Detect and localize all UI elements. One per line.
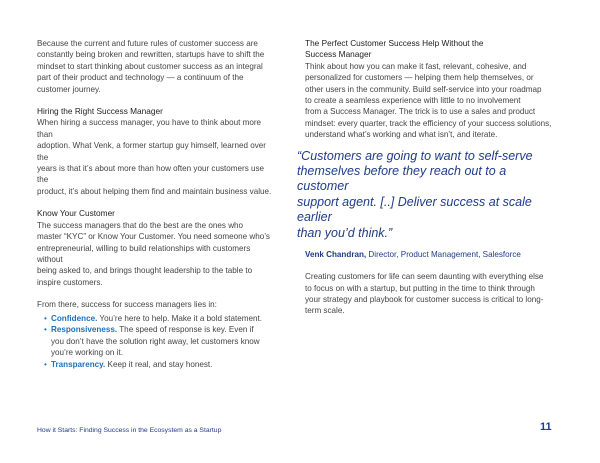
left-column [37, 38, 277, 371]
quote-attribution [305, 249, 559, 260]
page-number: 11 [540, 421, 552, 433]
intro-paragraph: Because the current and future rules of customer success are constantly being broken and rewritten, startups have to shift the mindset to start thinking about customer success as an integral part of their product and technology — a continuum of the customer journey. [37, 39, 265, 94]
kyc-heading: Know Your Customer [37, 208, 115, 219]
hiring-paragraph: When hiring a success manager, you have to think about more than adoption. What Venk, a former startup guy himself, learned over the years is that it’s about more than how often your customers use the product, it’s about helping them find and maintain business value. [37, 118, 272, 196]
kyc-paragraph: The success managers that do the best are the ones who master “KYC” or Know Your Customer. You need someone who’s entrepreneurial, willing to build relationships with customers without being asked to, and brings thought leadership to the table to inspire customers. [37, 220, 270, 287]
list-item: • Responsiveness. The speed of response is key. Even if you don’t have the solution right away, let customers know you’re working on it. [45, 324, 277, 359]
attribution-name: Venk Chandran, [305, 250, 367, 260]
closing-paragraph: Creating customers for life can seem daunting with everything else to focus on with a startup, but putting in the time to think through your strategy and playbook for customer success is critical to long- term scale. [305, 272, 544, 316]
footer-title: How it Starts: Finding Success in the Ecosystem as a Startup [37, 427, 222, 434]
success-list [37, 313, 277, 371]
help-paragraph: Think about how you can make it fast, relevant, cohesive, and personalized for customers — helping them help themselves, or other users in the community. Build self-service into your roadmap to create a seamless experience with little to no involvement from a Success Manager. The trick is to use a sales and product mindset: every quarter, track the efficiency of your success solutions, understand what’s working and what isn’t, and iterate. [305, 61, 552, 140]
list-item: • Transparency. Keep it real, and stay honest. [45, 359, 277, 371]
attribution-role: Director, Product Management, Salesforce [366, 250, 521, 260]
hiring-heading: Hiring the Right Success Manager [37, 106, 163, 117]
right-column [297, 38, 559, 317]
pull-quote: “Customers are going to want to self-serve themselves before they reach out to a customer support agent. [..] Deliver success at scale earlier than you’d think.” [297, 148, 533, 240]
list-item: • Confidence. You’re here to help. Make it a bold statement. [45, 313, 277, 325]
list-intro: From there, success for success managers lies in: [37, 300, 217, 310]
help-heading: The Perfect Customer Success Help Without the Success Manager [305, 38, 484, 60]
